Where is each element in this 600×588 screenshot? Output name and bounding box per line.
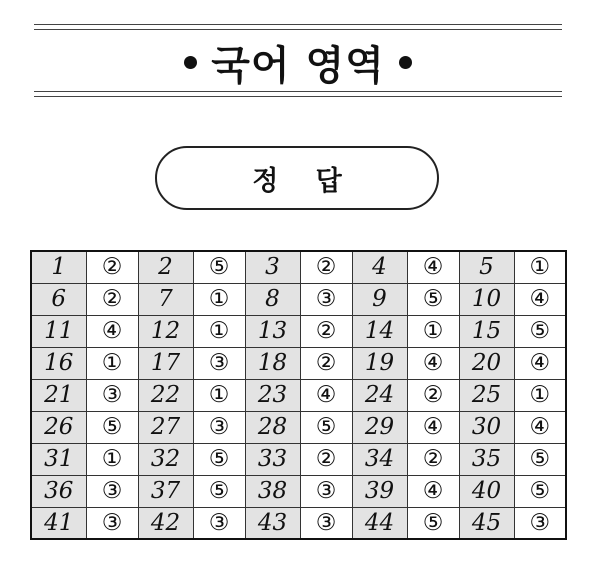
answer-choice: ① bbox=[407, 315, 459, 347]
answer-choice: ② bbox=[86, 251, 138, 283]
bullet-icon bbox=[184, 56, 197, 69]
answer-choice: ⑤ bbox=[193, 475, 245, 507]
question-number: 10 bbox=[459, 283, 514, 315]
answer-choice: ③ bbox=[86, 379, 138, 411]
question-number: 12 bbox=[138, 315, 193, 347]
answer-choice: ⑤ bbox=[300, 411, 352, 443]
table-row bbox=[31, 443, 566, 475]
answer-choice: ⑤ bbox=[514, 443, 566, 475]
answer-choice: ⑤ bbox=[407, 507, 459, 539]
table-row bbox=[31, 379, 566, 411]
question-number: 13 bbox=[245, 315, 300, 347]
question-number: 28 bbox=[245, 411, 300, 443]
table-row bbox=[31, 475, 566, 507]
answer-choice: ④ bbox=[514, 411, 566, 443]
answer-choice: ② bbox=[300, 315, 352, 347]
question-number: 11 bbox=[31, 315, 86, 347]
question-number: 42 bbox=[138, 507, 193, 539]
question-number: 17 bbox=[138, 347, 193, 379]
answer-choice: ④ bbox=[514, 347, 566, 379]
question-number: 22 bbox=[138, 379, 193, 411]
answer-choice: ④ bbox=[407, 411, 459, 443]
question-number: 2 bbox=[138, 251, 193, 283]
question-number: 24 bbox=[352, 379, 407, 411]
answer-choice: ③ bbox=[300, 283, 352, 315]
question-number: 27 bbox=[138, 411, 193, 443]
bottom-rule-outer bbox=[34, 96, 562, 97]
answer-choice: ④ bbox=[300, 379, 352, 411]
bullet-icon bbox=[399, 56, 412, 69]
top-rule-inner bbox=[34, 29, 562, 30]
question-number: 5 bbox=[459, 251, 514, 283]
answer-heading bbox=[155, 146, 439, 210]
answer-choice: ① bbox=[193, 283, 245, 315]
table-row bbox=[31, 251, 566, 283]
answer-heading-text: 정 답 bbox=[252, 165, 356, 197]
question-number: 25 bbox=[459, 379, 514, 411]
table-row bbox=[31, 315, 566, 347]
answer-choice: ① bbox=[193, 315, 245, 347]
answer-choice: ⑤ bbox=[407, 283, 459, 315]
answer-choice: ⑤ bbox=[193, 443, 245, 475]
answer-choice: ③ bbox=[193, 411, 245, 443]
question-number: 3 bbox=[245, 251, 300, 283]
answer-choice: ⑤ bbox=[514, 315, 566, 347]
question-number: 44 bbox=[352, 507, 407, 539]
top-rule-outer bbox=[34, 24, 562, 25]
question-number: 33 bbox=[245, 443, 300, 475]
question-number: 37 bbox=[138, 475, 193, 507]
question-number: 38 bbox=[245, 475, 300, 507]
answer-choice: ② bbox=[86, 283, 138, 315]
question-number: 34 bbox=[352, 443, 407, 475]
question-number: 32 bbox=[138, 443, 193, 475]
question-number: 1 bbox=[31, 251, 86, 283]
table-row bbox=[31, 507, 566, 539]
table-row bbox=[31, 347, 566, 379]
question-number: 31 bbox=[31, 443, 86, 475]
question-number: 8 bbox=[245, 283, 300, 315]
question-number: 36 bbox=[31, 475, 86, 507]
answer-choice: ③ bbox=[300, 475, 352, 507]
question-number: 45 bbox=[459, 507, 514, 539]
answer-table bbox=[30, 250, 567, 540]
answer-choice: ③ bbox=[86, 507, 138, 539]
question-number: 41 bbox=[31, 507, 86, 539]
question-number: 20 bbox=[459, 347, 514, 379]
answer-choice: ① bbox=[86, 347, 138, 379]
answer-choice: ② bbox=[300, 443, 352, 475]
question-number: 39 bbox=[352, 475, 407, 507]
answer-choice: ② bbox=[300, 347, 352, 379]
question-number: 29 bbox=[352, 411, 407, 443]
question-number: 4 bbox=[352, 251, 407, 283]
answer-choice: ③ bbox=[514, 507, 566, 539]
question-number: 18 bbox=[245, 347, 300, 379]
question-number: 15 bbox=[459, 315, 514, 347]
table-row bbox=[31, 283, 566, 315]
question-number: 30 bbox=[459, 411, 514, 443]
question-number: 14 bbox=[352, 315, 407, 347]
answer-choice: ④ bbox=[514, 283, 566, 315]
answer-choice: ④ bbox=[407, 347, 459, 379]
question-number: 6 bbox=[31, 283, 86, 315]
answer-choice: ① bbox=[86, 443, 138, 475]
answer-choice: ③ bbox=[193, 347, 245, 379]
question-number: 16 bbox=[31, 347, 86, 379]
answer-choice: ⑤ bbox=[86, 411, 138, 443]
answer-choice: ⑤ bbox=[193, 251, 245, 283]
question-number: 40 bbox=[459, 475, 514, 507]
question-number: 35 bbox=[459, 443, 514, 475]
question-number: 9 bbox=[352, 283, 407, 315]
answer-choice: ④ bbox=[407, 251, 459, 283]
question-number: 21 bbox=[31, 379, 86, 411]
answer-choice: ④ bbox=[86, 315, 138, 347]
answer-choice: ② bbox=[407, 379, 459, 411]
answer-choice: ③ bbox=[193, 507, 245, 539]
question-number: 43 bbox=[245, 507, 300, 539]
answer-choice: ① bbox=[514, 251, 566, 283]
answer-choice: ③ bbox=[300, 507, 352, 539]
table-row bbox=[31, 411, 566, 443]
page-title bbox=[34, 34, 562, 90]
answer-choice: ② bbox=[407, 443, 459, 475]
title-text: 국어 영역 bbox=[211, 42, 385, 89]
answer-choice: ② bbox=[300, 251, 352, 283]
answer-choice: ④ bbox=[407, 475, 459, 507]
answer-choice: ① bbox=[514, 379, 566, 411]
answer-choice: ③ bbox=[86, 475, 138, 507]
question-number: 19 bbox=[352, 347, 407, 379]
bottom-rule-inner bbox=[34, 91, 562, 92]
question-number: 23 bbox=[245, 379, 300, 411]
answer-choice: ⑤ bbox=[514, 475, 566, 507]
question-number: 7 bbox=[138, 283, 193, 315]
question-number: 26 bbox=[31, 411, 86, 443]
answer-choice: ① bbox=[193, 379, 245, 411]
